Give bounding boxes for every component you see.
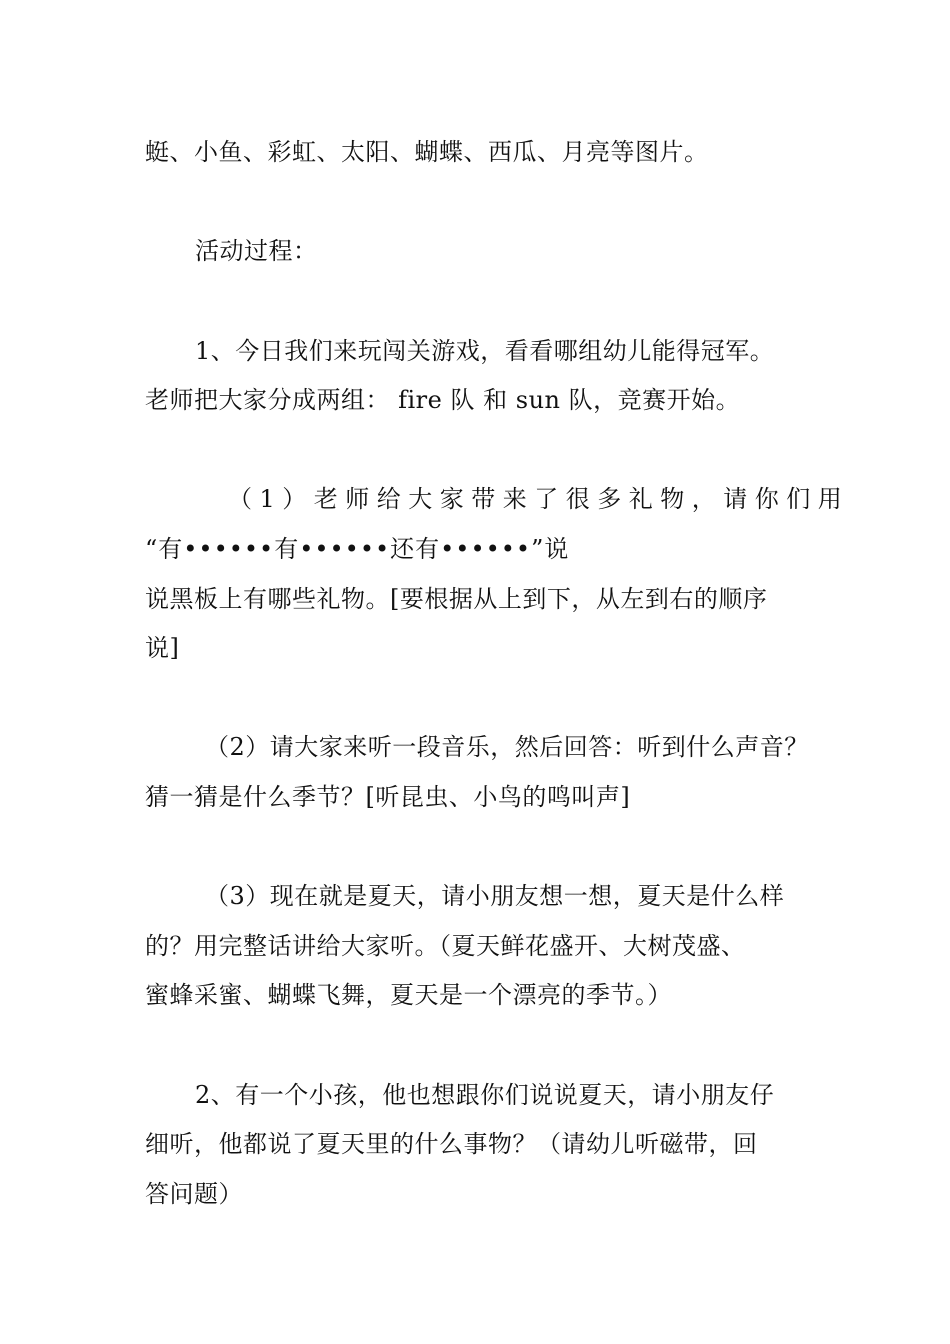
step-1-line-2: 老师把大家分成两组： fire 队 和 sun 队，竞赛开始。 [145, 386, 741, 414]
step-2-line-2: 细听，他都说了夏天里的什么事物？（请幼儿听磁带，回 [145, 1130, 758, 1158]
substep-1-line-1: （1）老师给大家带来了很多礼物，请你们用 [228, 485, 850, 513]
substep-3-line-2: 的？用完整话讲给大家听。（夏天鲜花盛开、大树茂盛、 [145, 932, 746, 960]
step-2-line-3: 答问题） [145, 1180, 243, 1208]
substep-3-line-3: 蜜蜂采蜜、蝴蝶飞舞，夏天是一个漂亮的季节。） [145, 981, 672, 1009]
substep-1-line-2: “有••••••有••••••还有••••••”说 [145, 535, 570, 563]
substep-2-line-2: 猜一猜是什么季节？[听昆虫、小鸟的鸣叫声] [145, 783, 631, 811]
substep-2-line-1: （2）请大家来听一段音乐，然后回答：听到什么声音？ [205, 733, 809, 761]
step-1-line-1: 1、今日我们来玩闯关游戏，看看哪组幼儿能得冠军。 [195, 337, 775, 365]
substep-1-line-4: 说] [145, 634, 180, 662]
materials-line-end: 蜓、小鱼、彩虹、太阳、蝴蝶、西瓜、月亮等图片。 [145, 138, 709, 166]
step-2-line-1: 2、有一个小孩，他也想跟你们说说夏天，请小朋友仔 [195, 1081, 775, 1109]
substep-1-line-3: 说黑板上有哪些礼物。[要根据从上到下，从左到右的顺序 [145, 585, 768, 613]
activity-process-heading: 活动过程： [195, 237, 318, 265]
substep-3-line-1: （3）现在就是夏天，请小朋友想一想，夏天是什么样 [205, 882, 785, 910]
